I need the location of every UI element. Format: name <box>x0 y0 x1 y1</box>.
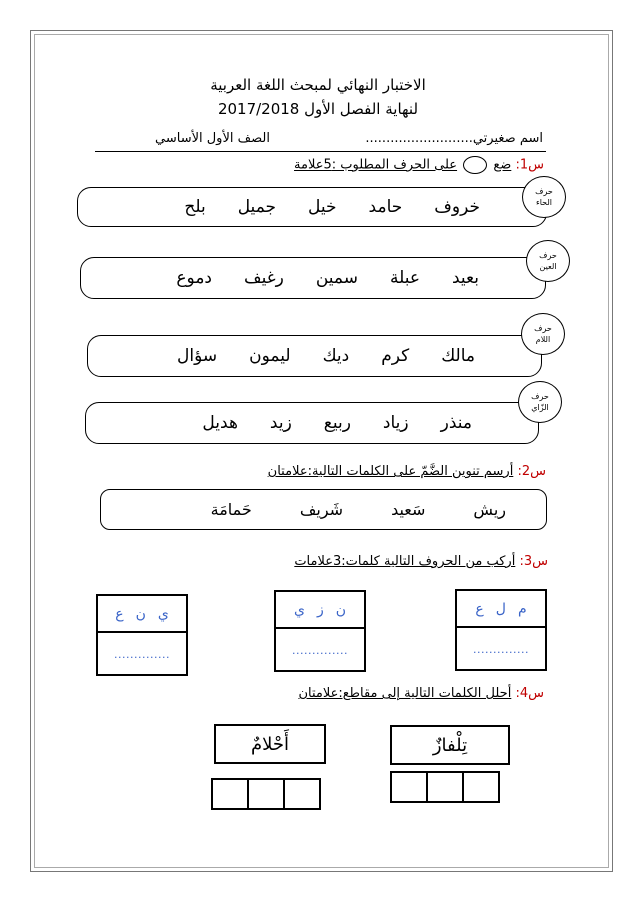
exam-subtitle: لنهاية الفصل الأول 2017/2018 <box>217 100 419 118</box>
word: منذر <box>440 413 472 433</box>
word: كرم <box>381 346 410 366</box>
q1-row-haa <box>77 187 547 227</box>
word: هديل <box>202 413 238 433</box>
word: حامد <box>368 197 403 217</box>
word: دموع <box>176 268 212 288</box>
word: بلح <box>184 197 206 217</box>
word: شَريف <box>299 500 344 519</box>
word: ديك <box>322 346 350 366</box>
bubble-letter: العين <box>539 262 557 271</box>
syllable-cells-2 <box>211 778 321 810</box>
exam-title: الاختبار النهائي لمبحث اللغة العربية <box>210 76 426 94</box>
question-2-heading <box>268 464 546 479</box>
letter: م <box>517 600 527 617</box>
letter: ي <box>157 605 169 622</box>
word: خروف <box>434 197 480 217</box>
question-1-heading <box>294 156 544 174</box>
word: ريش <box>473 500 506 519</box>
question-3-instruction: أركب من الحروف التالية كلمات:3علامات <box>294 554 516 569</box>
question-3-number: س3: <box>519 554 548 569</box>
question-1-instruction-a: ضع <box>493 157 512 173</box>
question-1-number: س1: <box>515 157 544 173</box>
question-4-heading <box>298 686 544 701</box>
bubble-letter: اللام <box>535 335 551 344</box>
word: سَعيد <box>391 500 426 519</box>
answer-blank[interactable]: .............. <box>292 644 348 657</box>
word: سمين <box>315 268 358 288</box>
q1-row-zay <box>85 402 539 444</box>
answer-blank[interactable]: .............. <box>114 648 170 661</box>
letter: ن <box>135 605 146 622</box>
student-name-field: اسم صغيرتي.......................... <box>365 131 543 146</box>
letter-bubble-zay <box>518 381 562 423</box>
syllable-cell[interactable] <box>462 771 500 803</box>
q1-row-lam <box>87 335 542 377</box>
word: مالك <box>441 346 475 366</box>
question-1-instruction-b: على الحرف المطلوب :5علامة <box>294 157 458 173</box>
bubble-label: حرف <box>535 187 553 196</box>
q4-word-box-1: تِلْفازٌ <box>390 725 510 765</box>
question-4-instruction: أحلل الكلمات التالية إلى مقاطع:علامتان <box>298 686 512 701</box>
q4-word-box-2: أَحْلامٌ <box>214 724 326 764</box>
letters-box-3 <box>96 594 188 676</box>
q1-row-ain <box>80 257 546 299</box>
bubble-letter: الزّاي <box>531 403 549 412</box>
bubble-letter: الحاء <box>535 198 553 207</box>
bubble-label: حرف <box>539 251 557 260</box>
question-3-heading <box>294 554 548 569</box>
q2-words-box <box>100 489 547 530</box>
syllable-cell[interactable] <box>247 778 285 810</box>
word: سؤال <box>177 346 218 366</box>
syllable-cell[interactable] <box>390 771 428 803</box>
letters-box-2 <box>274 590 366 672</box>
answer-blank[interactable]: .............. <box>473 643 529 656</box>
word: عبلة <box>389 268 420 288</box>
letters-box-1 <box>455 589 547 671</box>
question-4-number: س4: <box>515 686 544 701</box>
syllable-cell[interactable] <box>426 771 464 803</box>
letter: ز <box>316 601 324 618</box>
letter-bubble-ain <box>526 240 570 282</box>
bubble-label: حرف <box>534 324 552 333</box>
letter: ن <box>335 601 347 618</box>
header-divider <box>95 151 546 152</box>
question-2-instruction: أرسم تنوين الضَّمّ على الكلمات التالية:علامتان <box>267 464 514 479</box>
word: حَمامَة <box>210 500 252 519</box>
letter: ي <box>294 601 305 618</box>
question-2-number: س2: <box>517 464 546 479</box>
grade-label: الصف الأول الأساسي <box>155 131 270 146</box>
letter: ع <box>115 605 124 622</box>
word: خيل <box>308 197 337 217</box>
word: زياد <box>382 413 409 433</box>
syllable-cell[interactable] <box>211 778 249 810</box>
word: ربيع <box>323 413 351 433</box>
word: زيد <box>269 413 292 433</box>
letter: ل <box>495 600 506 617</box>
word: بعيد <box>452 268 479 288</box>
letter-bubble-lam <box>521 313 565 355</box>
word: جميل <box>237 197 277 217</box>
bubble-label: حرف <box>531 392 549 401</box>
letter: ع <box>475 600 484 617</box>
word: ليمون <box>249 346 291 366</box>
syllable-cell[interactable] <box>283 778 321 810</box>
syllable-cells-1 <box>390 771 500 803</box>
circle-symbol-icon <box>463 156 487 174</box>
word: رغيف <box>244 268 284 288</box>
letter-bubble-haa <box>522 176 566 218</box>
